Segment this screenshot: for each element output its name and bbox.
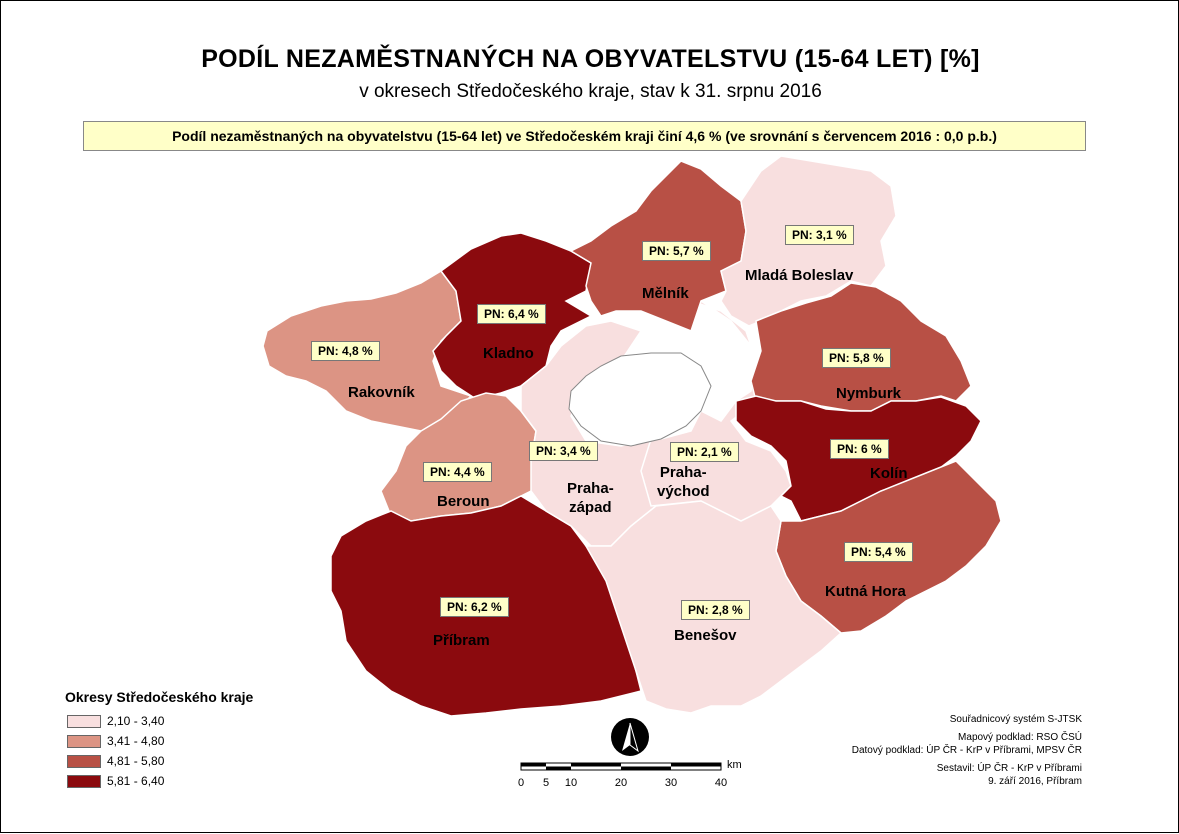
district-name-kolin: Kolín: [870, 465, 908, 482]
scale-tick: 20: [614, 777, 628, 789]
district-name-kutna-hora: Kutná Hora: [825, 583, 906, 600]
scale-bar-graphic: [517, 761, 747, 775]
legend-item: [67, 751, 253, 771]
district-name-kladno: Kladno: [483, 345, 534, 362]
legend-swatch: [67, 755, 101, 768]
value-label-melnik: PN: 5,7 %: [642, 241, 711, 261]
value-label-pribram: PN: 6,2 %: [440, 597, 509, 617]
map-subtitle: v okresech Středočeského kraje, stav k 31. srpnu 2016: [359, 81, 822, 102]
scale-tick: 40: [714, 777, 728, 789]
legend-swatch: [67, 715, 101, 728]
value-label-rakovnik: PN: 4,8 %: [311, 341, 380, 361]
district-name-beroun: Beroun: [437, 493, 490, 510]
credit-base-map: Mapový podklad: RSO ČSÚ: [958, 732, 1082, 743]
legend-label: 2,10 - 3,40: [107, 714, 165, 728]
scale-tick: 5: [542, 777, 550, 789]
value-label-beroun: PN: 4,4 %: [423, 462, 492, 482]
credit-date: 9. září 2016, Příbram: [988, 776, 1082, 787]
legend: [65, 689, 253, 791]
legend-label: 4,81 - 5,80: [107, 754, 165, 768]
map-credits: [852, 713, 1082, 793]
district-name-pribram: Příbram: [433, 632, 490, 649]
legend-item: [67, 771, 253, 791]
credit-author: Sestavil: ÚP ČR - KrP v Příbrami: [936, 763, 1082, 774]
value-label-kladno: PN: 6,4 %: [477, 304, 546, 324]
value-label-mlada-boleslav: PN: 3,1 %: [785, 225, 854, 245]
scale-tick: 10: [564, 777, 578, 789]
legend-swatch: [67, 775, 101, 788]
value-label-kutna-hora: PN: 5,4 %: [844, 542, 913, 562]
legend-swatch: [67, 735, 101, 748]
legend-item: [67, 731, 253, 751]
scale-tick: 30: [664, 777, 678, 789]
region-summary-box: Podíl nezaměstnaných na obyvatelstvu (15-64 let) ve Středočeském kraji činí 4,6 % (ve srovnání s červencem 2016 : 0,0 p.b.): [83, 121, 1086, 151]
district-name-nymburk: Nymburk: [836, 385, 902, 402]
map-title: PODÍL NEZAMĚSTNANÝCH NA OBYVATELSTVU (15-64 LET) [%]: [201, 45, 980, 73]
district-name-benesov: Benešov: [674, 627, 737, 644]
district-name-melnik: Mělník: [642, 285, 689, 302]
credit-data-source: Datový podklad: ÚP ČR - KrP v Příbrami, MPSV ČR: [851, 745, 1082, 756]
legend-label: 3,41 - 4,80: [107, 734, 165, 748]
district-name-praha-zapad: Praha- západ: [567, 480, 614, 516]
legend-label: 5,81 - 6,40: [107, 774, 165, 788]
scale-tick: 0: [517, 777, 525, 789]
value-label-kolin: PN: 6 %: [830, 439, 889, 459]
value-label-praha-vychod: PN: 2,1 %: [670, 442, 739, 462]
credit-crs: Souřadnicový systém S-JTSK: [949, 714, 1082, 725]
value-label-benesov: PN: 2,8 %: [681, 600, 750, 620]
north-arrow-icon: [610, 717, 650, 761]
district-name-rakovnik: Rakovník: [348, 384, 415, 401]
legend-title: Okresy Středočeského kraje: [65, 689, 254, 705]
scale-bar: [517, 759, 747, 789]
legend-item: [67, 711, 253, 731]
value-label-praha-zapad: PN: 3,4 %: [529, 441, 598, 461]
value-label-nymburk: PN: 5,8 %: [822, 348, 891, 368]
scale-unit: km: [727, 759, 742, 771]
district-name-praha-vychod: Praha- východ: [657, 464, 710, 500]
district-name-mlada-boleslav: Mladá Boleslav: [745, 267, 854, 284]
